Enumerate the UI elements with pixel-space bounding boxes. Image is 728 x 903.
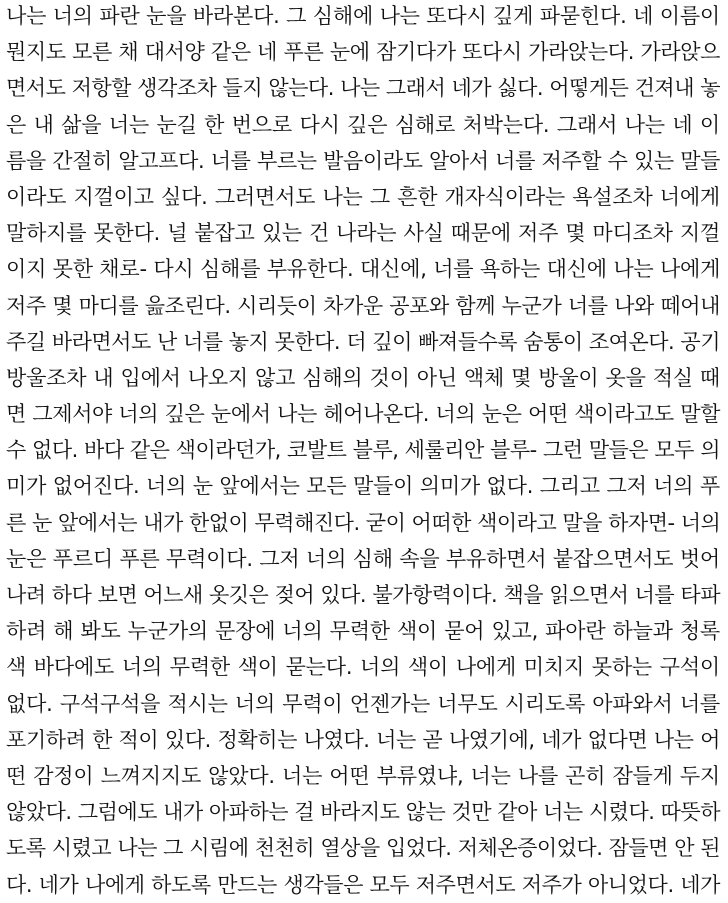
text-line-8: 이지 못한 채로- 다시 심해를 부유한다. 대신에, 너를 욕하는 대신에 나는 나에게: [6, 257, 721, 282]
text-line-1: 나는 너의 파란 눈을 바라본다. 그 심해에 나는 또다시 깊게 파묻힌다. 네 이름이: [6, 4, 720, 28]
text-line-12: 면 그제서야 너의 깊은 눈에서 나는 헤어나온다. 너의 눈은 어떤 색이라고도 말할: [6, 402, 720, 427]
text-line-15: 른 눈 앞에서는 내가 한없이 무력해진다. 굳이 어떠한 색이라고 말을 하자면- 너의: [6, 510, 721, 535]
text-line-14: 미가 없어진다. 너의 눈 앞에서는 모든 말들이 의미가 없다. 그리고 그저 너의 푸: [6, 474, 720, 499]
text-line-19: 색 바다에도 너의 무력한 색이 묻는다. 너의 색이 나에게 미치지 못하는 구석이: [6, 655, 720, 680]
text-line-4: 은 내 삶을 너는 눈길 한 번으로 다시 깊은 심해로 처박는다. 그래서 나는 네 이: [6, 112, 720, 137]
text-line-20: 없다. 구석구석을 적시는 너의 무력이 언젠가는 너무도 시리도록 아파와서 너를: [6, 691, 720, 716]
text-line-25: 다. 네가 나에게 하도록 만드는 생각들은 모두 저주면서도 저주가 아니었다. 네가: [6, 872, 720, 897]
text-line-3: 면서도 저항할 생각조차 들지 않는다. 나는 그래서 네가 싫다. 어떻게든 건져내 놓: [6, 76, 720, 101]
text-line-7: 말하지를 못한다. 널 붙잡고 있는 건 나라는 사실 때문에 저주 몇 마디조차 지껄: [6, 221, 720, 246]
text-line-23: 않았다. 그럼에도 내가 아파하는 걸 바라지도 않는 것만 같아 너는 시렸다. 따뜻하: [6, 800, 720, 825]
text-line-24: 도록 시렸고 나는 그 시림에 천천히 열상을 입었다. 저체온증이었다. 잠들면 안 된: [6, 836, 720, 861]
text-line-11: 방울조차 내 입에서 나오지 않고 심해의 것이 아닌 액체 몇 방울이 옷을 적실 때: [6, 365, 720, 390]
text-line-22: 떤 감정이 느껴지지도 않았다. 너는 어떤 부류였냐, 너는 나를 곤히 잠들게 두지: [6, 763, 720, 788]
text-line-10: 주길 바라면서도 난 너를 놓지 못한다. 더 깊이 빠져들수록 숨통이 조여온다. 공기: [6, 329, 720, 354]
text-line-6: 이라도 지껄이고 싶다. 그러면서도 나는 그 흔한 개자식이라는 욕설조차 너에게: [6, 184, 720, 209]
text-line-13: 수 없다. 바다 같은 색이라던가, 코발트 블루, 세룰리안 블루- 그런 말들은 모두 의: [6, 438, 720, 463]
text-line-16: 눈은 푸르디 푸른 무력이다. 그저 너의 심해 속을 부유하면서 붙잡으면서도 벗어: [6, 546, 720, 571]
text-line-18: 하려 해 봐도 누군가의 문장에 너의 무력한 색이 묻어 있고, 파아란 하늘과 청록: [6, 619, 720, 644]
text-line-17: 나려 하다 보면 어느새 옷깃은 젖어 있다. 불가항력이다. 책을 읽으면서 너를 타파: [6, 583, 720, 607]
text-line-2: 뭔지도 모른 채 대서양 같은 네 푸른 눈에 잠기다가 또다시 가라앉는다. 가라앉으: [6, 40, 720, 65]
text-line-21: 포기하려 한 적이 있다. 정확히는 나였다. 너는 곧 나였기에, 네가 없다면 나는 어: [6, 727, 720, 752]
text-line-9: 저주 몇 마디를 읊조린다. 시리듯이 차가운 공포와 함께 누군가 너를 나와 떼어내: [6, 293, 720, 318]
document-text-block: [6, 0, 720, 903]
text-line-5: 름을 간절히 알고프다. 너를 부르는 발음이라도 알아서 너를 저주할 수 있는 말들: [6, 148, 720, 173]
